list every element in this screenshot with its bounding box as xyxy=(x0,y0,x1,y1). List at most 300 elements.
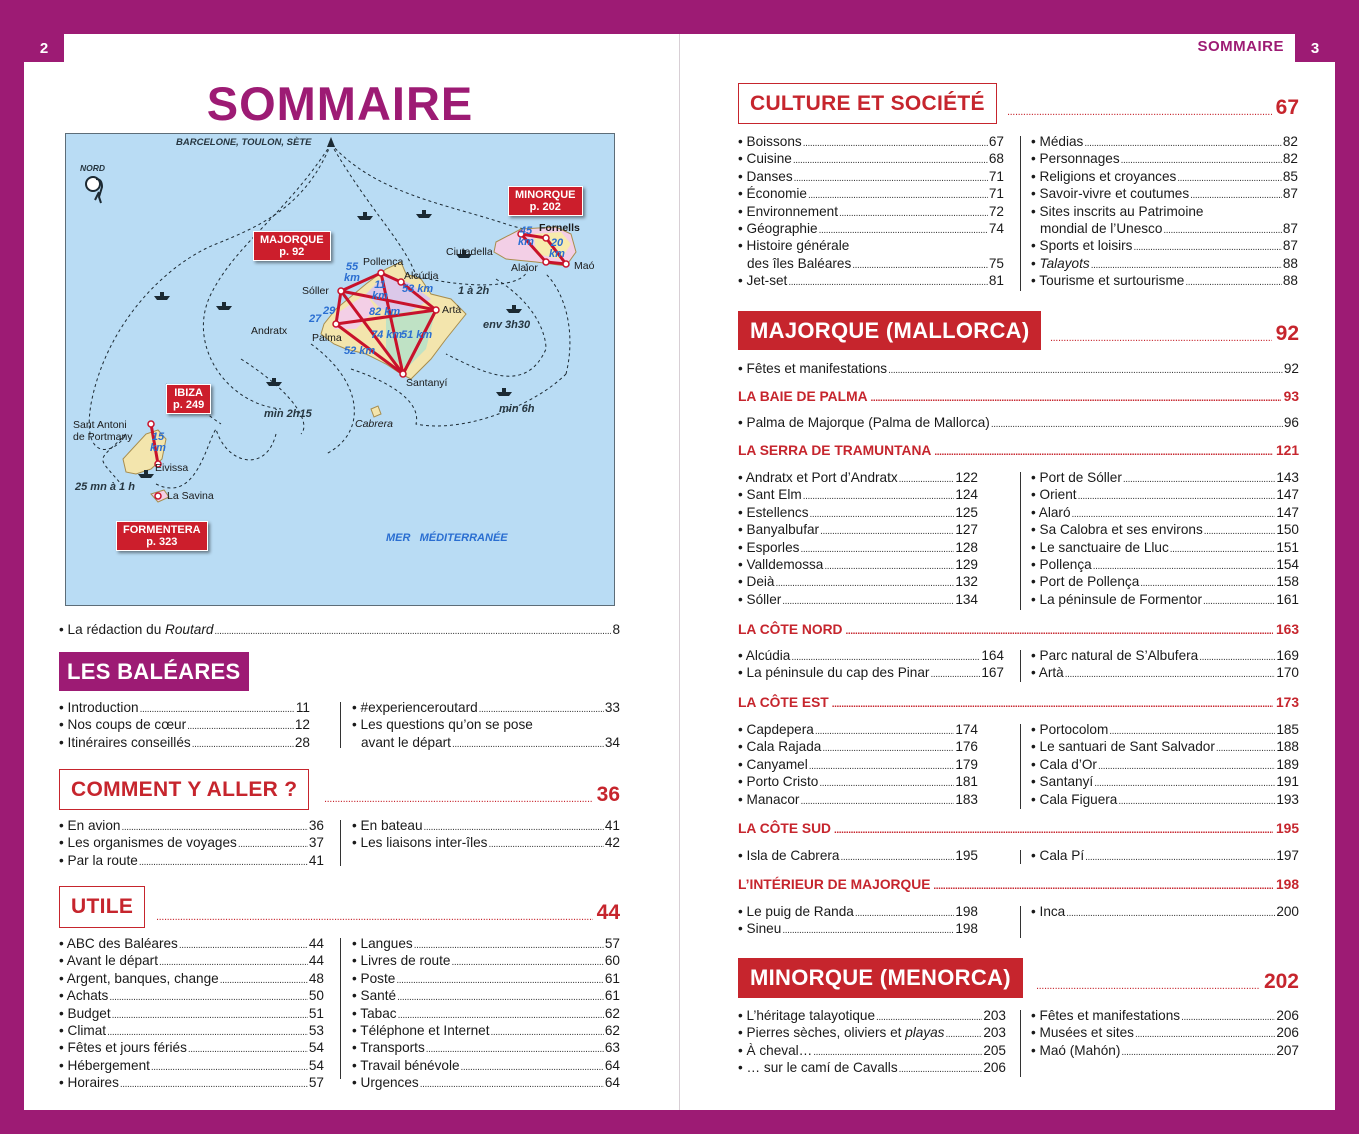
toc-entry-label: • Alcúdia xyxy=(738,648,791,663)
dot-leader xyxy=(803,135,988,152)
toc-entry-page: 206 xyxy=(983,1060,1006,1076)
dot-leader xyxy=(815,723,955,740)
map-duration-4: min 6h xyxy=(499,403,535,415)
toc-entry-label: • Histoire générale xyxy=(738,238,850,254)
toc-entry-page: 41 xyxy=(604,818,620,833)
toc-entry-page: 33 xyxy=(604,700,620,715)
map-km-55: 55 km xyxy=(344,261,360,284)
toc-entry-page: 82 xyxy=(1282,134,1298,149)
map-duration-2: env 3h30 xyxy=(483,319,531,331)
toc-entry-label: • Port de Pollença xyxy=(1031,574,1140,590)
toc-entry-page: 193 xyxy=(1276,791,1299,807)
dot-leader xyxy=(803,488,955,505)
map-place-fornells: Fornells xyxy=(539,222,580,234)
map-place-la-savina: La Savina xyxy=(167,490,214,502)
column-divider xyxy=(1020,650,1021,682)
toc-entry-label: • L’héritage talayotique xyxy=(738,1008,876,1023)
toc-entry-label: • Savoir-vivre et coutumes xyxy=(1031,186,1190,202)
toc-entry-page: 68 xyxy=(988,151,1004,167)
toc-entry-label: • Par la route xyxy=(59,852,138,868)
toc-entry xyxy=(738,664,1004,681)
toc-entry-label: • Palma de Majorque (Palma de Mallorca) xyxy=(738,415,990,430)
toc-entry-page: 12 xyxy=(294,717,310,733)
toc-entry-label: • Tourisme et surtourisme xyxy=(1031,273,1185,289)
toc-entry-label: • Environnement xyxy=(738,203,838,219)
toc-entry xyxy=(1031,168,1298,185)
toc-entry xyxy=(738,272,1004,289)
running-header: SOMMAIRE xyxy=(1197,38,1284,55)
toc-entry-page: 154 xyxy=(1276,556,1299,572)
toc-entry-page: 134 xyxy=(955,591,978,607)
dot-leader xyxy=(1065,666,1276,683)
toc-entry-page: 151 xyxy=(1276,539,1299,555)
toc-entry-page: 189 xyxy=(1276,756,1299,772)
toc-entry-page: 132 xyxy=(955,574,978,590)
toc-entry-label: • Argent, banques, change xyxy=(59,970,219,986)
dot-leader xyxy=(1121,1044,1275,1061)
column-divider xyxy=(340,702,341,748)
toc-entry xyxy=(738,255,1004,272)
utile-col2 xyxy=(352,935,620,1092)
toc-entry-label: • Fêtes et manifestations xyxy=(1031,1008,1181,1023)
toc-entry xyxy=(738,203,1004,220)
toc-entry xyxy=(1031,756,1299,773)
dot-leader xyxy=(1123,471,1275,488)
toc-entry xyxy=(1031,556,1299,573)
toc-entry-page: 87 xyxy=(1282,186,1298,202)
toc-entry xyxy=(352,952,620,969)
toc-entry-label: • Les liaisons inter-îles xyxy=(352,835,488,851)
toc-entry-page: 36 xyxy=(308,818,324,833)
culture-col2 xyxy=(1031,133,1298,290)
toc-entry-label: • La péninsule du cap des Pinar xyxy=(738,665,930,681)
dot-leader xyxy=(1204,523,1276,540)
toc-entry-page: 195 xyxy=(955,848,978,863)
map-km-51: 51 km xyxy=(401,329,433,341)
toc-entry-page: 183 xyxy=(955,791,978,807)
map-sea-label: MER MÉDITERRANÉE xyxy=(386,532,508,544)
dot-leader xyxy=(1066,905,1275,922)
toc-entry xyxy=(59,699,310,716)
toc-entry-label: • Téléphone et Internet xyxy=(352,1022,490,1038)
toc-entry-page: 128 xyxy=(955,539,978,555)
toc-entry-page: 164 xyxy=(981,648,1004,663)
dot-leader xyxy=(1177,170,1282,187)
dot-leader xyxy=(840,849,954,866)
toc-entry-label: • Esporles xyxy=(738,539,800,555)
toc-entry xyxy=(738,556,978,573)
toc-entry-label: • Jet-set xyxy=(738,273,788,289)
toc-entry-label: • Langues xyxy=(352,936,413,951)
toc-entry-page: 44 xyxy=(308,953,324,969)
toc-entry xyxy=(738,591,978,608)
toc-entry-page: 42 xyxy=(604,835,620,851)
toc-entry xyxy=(59,1022,324,1039)
toc-entry xyxy=(1031,272,1298,289)
toc-entry xyxy=(738,847,978,864)
toc-entry-label: • Poste xyxy=(352,970,396,986)
toc-entry-page: 124 xyxy=(955,487,978,503)
dot-leader xyxy=(1118,793,1275,810)
toc-entry-page: 176 xyxy=(955,739,978,755)
toc-entry-page: 81 xyxy=(988,273,1004,289)
toc-entry xyxy=(1031,903,1299,920)
map-place-soller: Sóller xyxy=(302,285,329,297)
toc-entry-page: 88 xyxy=(1282,255,1298,271)
sub-baie-de-palma: LA BAIE DE PALMA ..... 93 xyxy=(738,389,1299,404)
toc-entry-page: 44 xyxy=(308,936,324,951)
dot-leader xyxy=(1170,541,1276,558)
minorque-col2 xyxy=(1031,1007,1299,1059)
toc-entry-label: • Avant le départ xyxy=(59,953,158,969)
toc-entry-label: • Le santuari de Sant Salvador xyxy=(1031,739,1215,755)
page-number-left: 2 xyxy=(24,34,64,62)
dot-leader xyxy=(1199,649,1275,666)
dot-leader xyxy=(1135,1026,1275,1043)
dot-leader xyxy=(491,1024,604,1041)
dot-leader xyxy=(991,416,1283,433)
toc-entry xyxy=(738,185,1004,202)
toc-entry-label: • Travail bénévole xyxy=(352,1057,460,1073)
dot-leader xyxy=(839,205,988,222)
toc-entry xyxy=(738,486,978,503)
toc-entry xyxy=(1031,203,1298,220)
toc-entry-page: 72 xyxy=(988,203,1004,219)
toc-entry-label: • Économie xyxy=(738,186,807,202)
toc-entry-label: • Introduction xyxy=(59,700,139,715)
toc-entry-page: 57 xyxy=(308,1075,324,1091)
redaction-entry: • La rédaction du Routard ..... 8 xyxy=(59,621,620,638)
toc-entry-page: 205 xyxy=(983,1042,1006,1058)
toc-entry xyxy=(352,734,620,751)
toc-entry xyxy=(738,791,978,808)
toc-entry-page: 74 xyxy=(988,220,1004,236)
toc-entry xyxy=(738,773,978,790)
toc-entry xyxy=(1031,133,1298,150)
toc-entry-page: 28 xyxy=(294,734,310,750)
dot-leader xyxy=(112,1007,308,1024)
nord-col1 xyxy=(738,647,1004,682)
map-km-11: 11 km xyxy=(372,279,388,302)
toc-entry-label: • #experienceroutard xyxy=(352,700,478,715)
dot-leader xyxy=(1181,1009,1275,1026)
dot-leader xyxy=(782,593,954,610)
toc-entry-label: • Port de Sóller xyxy=(1031,470,1122,485)
column-divider xyxy=(1020,472,1021,610)
interieur-col2 xyxy=(1031,903,1299,920)
toc-entry-label: • Estellencs xyxy=(738,504,809,520)
page-number-right: 3 xyxy=(1295,34,1335,62)
toc-entry-page: 185 xyxy=(1276,722,1299,737)
toc-entry xyxy=(738,647,1004,664)
toc-entry-page: 198 xyxy=(955,904,978,919)
toc-entry-page: 122 xyxy=(955,470,978,485)
toc-entry-page: 54 xyxy=(308,1057,324,1073)
toc-entry-label: • Inca xyxy=(1031,904,1066,919)
utile-page-line: ..... 44 xyxy=(155,897,620,923)
map-km-74: 74 km xyxy=(371,329,403,341)
toc-entry-label: des îles Baléares xyxy=(747,255,852,271)
baie-list xyxy=(738,414,1299,431)
dot-leader xyxy=(1085,849,1275,866)
toc-entry xyxy=(1031,237,1298,254)
toc-entry-page: 64 xyxy=(604,1075,620,1091)
toc-entry-label: • Personnages xyxy=(1031,151,1120,167)
toc-entry-page: 188 xyxy=(1276,739,1299,755)
toc-entry-label: • Sineu xyxy=(738,921,782,937)
toc-entry xyxy=(738,721,978,738)
toc-entry-label: • Artà xyxy=(1031,665,1064,681)
dot-leader xyxy=(452,736,604,753)
dot-leader xyxy=(188,1041,308,1058)
dot-leader xyxy=(782,922,954,939)
sub-serra: LA SERRA DE TRAMUNTANA ..... 121 xyxy=(738,443,1299,458)
toc-entry-label: • Isla de Cabrera xyxy=(738,848,840,863)
comment-col2 xyxy=(352,817,620,852)
toc-entry-label: • Portocolom xyxy=(1031,722,1109,737)
dot-leader xyxy=(120,1076,308,1093)
toc-entry-label: • Géographie xyxy=(738,220,818,236)
map-km-52: 52 km xyxy=(344,345,376,357)
toc-entry-label: • Sa Calobra et ses environs xyxy=(1031,522,1203,538)
toc-entry-label: • Talayots xyxy=(1031,255,1090,271)
toc-entry-page: 50 xyxy=(308,988,324,1004)
toc-entry-page: 54 xyxy=(308,1040,324,1056)
toc-entry xyxy=(738,150,1004,167)
gutter-divider xyxy=(679,34,680,1110)
toc-entry-label: • Livres de route xyxy=(352,953,451,969)
dot-leader xyxy=(809,758,955,775)
toc-entry xyxy=(738,414,1299,431)
toc-entry xyxy=(738,573,978,590)
toc-entry xyxy=(1031,255,1298,272)
toc-entry xyxy=(1031,664,1299,681)
map-place-alaior: Alaior xyxy=(511,262,538,274)
toc-entry-label: • Manacor xyxy=(738,791,800,807)
toc-entry xyxy=(738,220,1004,237)
toc-entry xyxy=(352,1022,620,1039)
nord-col2 xyxy=(1031,647,1299,682)
toc-entry xyxy=(738,504,978,521)
toc-entry-label: • La péninsule de Formentor xyxy=(1031,591,1203,607)
toc-entry-page: 200 xyxy=(1276,904,1299,919)
toc-entry xyxy=(352,817,620,834)
dot-leader xyxy=(1216,740,1275,757)
toc-entry-label: • Cala Pí xyxy=(1031,848,1085,863)
toc-entry xyxy=(352,716,620,733)
toc-entry-page: 198 xyxy=(955,921,978,937)
toc-entry xyxy=(352,935,620,952)
serra-col1 xyxy=(738,469,978,608)
dot-leader xyxy=(800,793,954,810)
minorque-col1 xyxy=(738,1007,1006,1077)
toc-entry-label: • Tabac xyxy=(352,1005,397,1021)
dot-leader xyxy=(139,854,308,871)
toc-entry xyxy=(738,1042,1006,1059)
toc-entry-page: 206 xyxy=(1276,1025,1299,1041)
toc-entry xyxy=(1031,150,1298,167)
map-km-82: 82 km xyxy=(369,306,401,318)
dot-leader xyxy=(855,905,954,922)
toc-entry xyxy=(352,970,620,987)
dot-leader xyxy=(420,1076,604,1093)
toc-entry-page: 87 xyxy=(1282,220,1298,236)
dot-leader xyxy=(800,541,954,558)
toc-entry-page: 63 xyxy=(604,1040,620,1056)
culture-col1 xyxy=(738,133,1004,290)
section-majorque: MAJORQUE (MALLORCA) xyxy=(738,311,1041,350)
toc-entry xyxy=(738,133,1004,150)
section-utile: UTILE xyxy=(59,886,145,928)
toc-entry-label: • Capdepera xyxy=(738,722,814,737)
toc-entry-label: • Transports xyxy=(352,1040,425,1056)
dot-leader xyxy=(930,666,980,683)
toc-entry-page: 161 xyxy=(1276,591,1299,607)
toc-entry-page: 147 xyxy=(1276,487,1299,503)
toc-entry-label: • Pierres sèches, oliviers et playas xyxy=(738,1025,945,1041)
toc-entry-label: avant le départ xyxy=(361,734,451,750)
dot-leader xyxy=(109,989,308,1006)
toc-entry xyxy=(1031,791,1299,808)
toc-entry xyxy=(738,469,978,486)
toc-entry-label: • Valldemossa xyxy=(738,556,824,572)
toc-entry-page: 150 xyxy=(1276,522,1299,538)
column-divider xyxy=(1020,906,1021,938)
column-divider xyxy=(1020,724,1021,809)
toc-entry xyxy=(59,1074,324,1091)
islands-map xyxy=(65,133,615,606)
toc-entry xyxy=(59,1039,324,1056)
toc-entry-page: 158 xyxy=(1276,574,1299,590)
toc-entry xyxy=(1031,1024,1299,1041)
toc-entry-label: • Canyamel xyxy=(738,756,808,772)
toc-entry xyxy=(1031,647,1299,664)
toc-entry-page: 125 xyxy=(955,504,978,520)
toc-entry-page: 179 xyxy=(955,756,978,772)
toc-entry xyxy=(59,1057,324,1074)
section-comment-y-aller: COMMENT Y ALLER ? xyxy=(59,769,309,810)
toc-entry-page: 147 xyxy=(1276,504,1299,520)
dot-leader xyxy=(1163,222,1281,239)
toc-entry xyxy=(738,168,1004,185)
column-divider xyxy=(1020,850,1021,864)
toc-entry-page: 203 xyxy=(983,1008,1006,1023)
map-km-29: 29 xyxy=(323,305,336,317)
dot-leader xyxy=(461,1059,604,1076)
majorque-intro: • Fêtes et manifestations ..... 92 xyxy=(738,360,1299,377)
dot-leader xyxy=(945,1026,982,1043)
toc-entry xyxy=(59,987,324,1004)
toc-entry xyxy=(1031,185,1298,202)
page-title: SOMMAIRE xyxy=(206,77,474,130)
toc-entry-label: • Cuisine xyxy=(738,151,792,167)
dot-leader xyxy=(899,1061,983,1078)
map-box-ibiza: IBIZA p. 249 xyxy=(166,384,211,414)
toc-entry-label: • Budget xyxy=(59,1005,111,1021)
toc-entry-label: • Maó (Mahón) xyxy=(1031,1042,1121,1058)
toc-entry-label: • Sites inscrits au Patrimoine xyxy=(1031,203,1204,219)
toc-entry-page: 174 xyxy=(955,722,978,737)
toc-entry-label: • Horaires xyxy=(59,1075,119,1091)
dot-leader xyxy=(238,836,308,853)
toc-entry xyxy=(59,817,324,834)
toc-entry-label: • Parc natural de S’Albufera xyxy=(1031,648,1199,663)
toc-entry-label: • … sur le camí de Cavalls xyxy=(738,1060,898,1076)
toc-entry xyxy=(1031,738,1299,755)
toc-entry-label: • ABC des Baléares xyxy=(59,936,178,951)
dot-leader xyxy=(1185,274,1282,291)
toc-entry-label: • En bateau xyxy=(352,818,423,833)
dot-leader xyxy=(794,170,988,187)
toc-entry-label: • Urgences xyxy=(352,1075,419,1091)
toc-entry-label: • Boissons xyxy=(738,134,802,149)
sud-col2 xyxy=(1031,847,1299,864)
toc-entry-label: • Sant Elm xyxy=(738,487,802,503)
map-place-mao: Maó xyxy=(574,260,595,272)
toc-entry-label: • Sports et loisirs xyxy=(1031,238,1133,254)
toc-entry xyxy=(738,521,978,538)
map-label-barcelone: BARCELONE, TOULON, SÈTE xyxy=(176,137,312,148)
toc-entry xyxy=(1031,1042,1299,1059)
toc-entry-page: 11 xyxy=(295,700,310,715)
toc-entry-page: 181 xyxy=(955,774,978,790)
toc-entry xyxy=(738,738,978,755)
toc-entry xyxy=(738,903,978,920)
dot-leader xyxy=(820,523,954,540)
map-box-majorque: MAJORQUE p. 92 xyxy=(253,231,331,261)
toc-entry xyxy=(1031,504,1299,521)
toc-entry-page: 143 xyxy=(1276,470,1299,485)
toc-entry-page: 64 xyxy=(604,1057,620,1073)
toc-entry xyxy=(1031,486,1299,503)
map-place-santanyi: Santanyí xyxy=(406,377,448,389)
map-place-arta: Artà xyxy=(442,304,462,316)
toc-entry-label: • Santanyí xyxy=(1031,774,1094,790)
toc-entry xyxy=(1031,573,1299,590)
toc-entry xyxy=(1031,721,1299,738)
toc-entry-page: 71 xyxy=(988,168,1004,184)
dot-leader xyxy=(151,1059,308,1076)
map-place-cabrera: Cabrera xyxy=(355,418,393,430)
les-baleares-col2 xyxy=(352,699,620,751)
toc-entry xyxy=(738,1007,1006,1024)
map-box-formentera: FORMENTERA p. 323 xyxy=(116,521,208,551)
toc-entry-page: 207 xyxy=(1276,1042,1299,1058)
map-duration-3: min 2h15 xyxy=(264,408,312,420)
toc-entry-page: 127 xyxy=(955,522,978,538)
toc-entry xyxy=(352,834,620,851)
toc-entry-label: • Les organismes de voyages xyxy=(59,835,237,851)
serra-col2 xyxy=(1031,469,1299,608)
toc-entry-page: 71 xyxy=(988,186,1004,202)
sud-col1 xyxy=(738,847,978,864)
toc-entry-label: • Pollença xyxy=(1031,556,1092,572)
toc-entry-page: 197 xyxy=(1276,848,1299,863)
toc-entry-label: • Danses xyxy=(738,168,793,184)
toc-entry xyxy=(738,539,978,556)
toc-entry xyxy=(59,716,310,733)
toc-entry-page: 67 xyxy=(988,134,1004,149)
map-place-sant-antoni: Sant Antoni de Portmany xyxy=(73,419,133,443)
toc-entry-label: • Andratx et Port d’Andratx xyxy=(738,470,898,485)
sub-cote-est: LA CÔTE EST ..... 173 xyxy=(738,695,1299,710)
toc-entry-page: 191 xyxy=(1276,774,1299,790)
dot-leader xyxy=(822,740,954,757)
toc-entry-page: 206 xyxy=(1276,1008,1299,1023)
map-place-andratx: Andratx xyxy=(251,325,288,337)
toc-entry-page: 60 xyxy=(604,953,620,969)
toc-entry-page: 34 xyxy=(604,734,620,750)
